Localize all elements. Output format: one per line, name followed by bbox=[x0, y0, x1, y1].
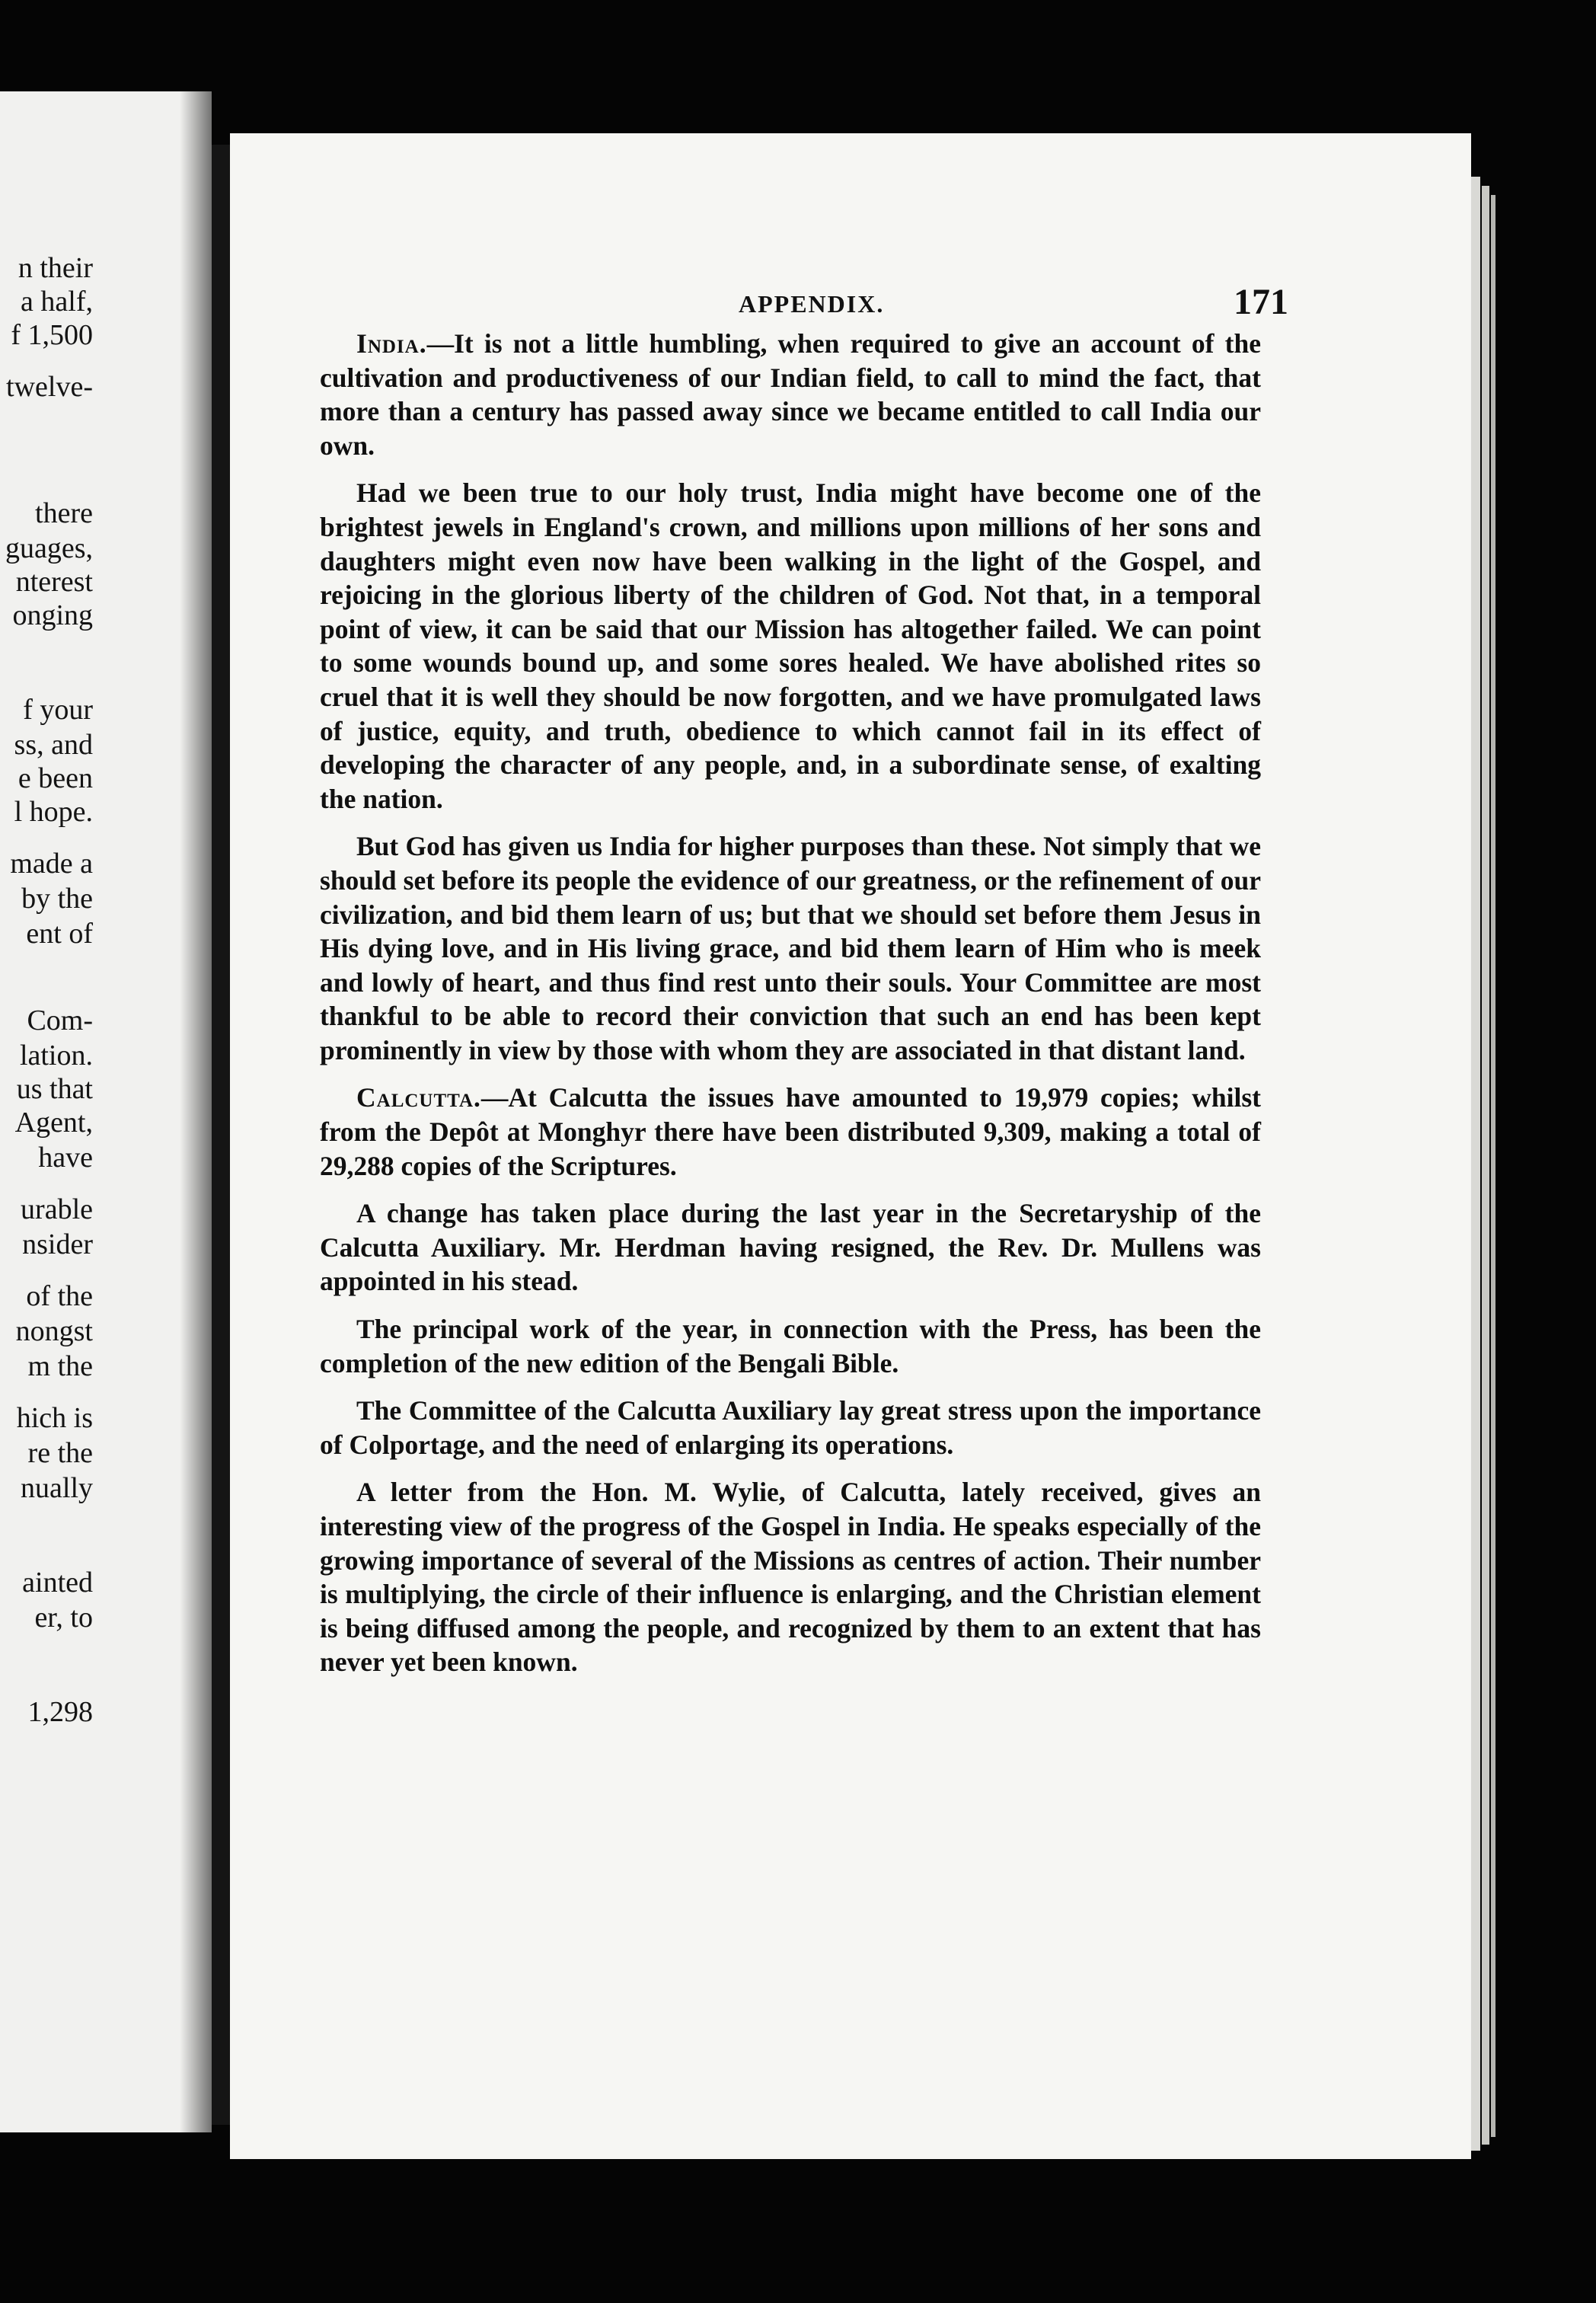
page-number: 171 bbox=[1234, 282, 1288, 322]
left-page-text-fragment: a half, bbox=[21, 286, 93, 318]
left-page-text-fragment: urable bbox=[21, 1193, 93, 1225]
paragraph-text: The Committee of the Calcutta Auxiliary lay great stress upon the importance of Colportage, and the need of enlarging its operations. bbox=[320, 1395, 1261, 1460]
left-page-text-fragment: e been bbox=[18, 762, 93, 794]
left-page-text-fragment: re the bbox=[27, 1437, 93, 1469]
left-page-text-fragment: l hope. bbox=[14, 796, 93, 828]
page-edge bbox=[1470, 177, 1480, 2151]
left-page-text-fragment: made a bbox=[10, 848, 93, 880]
left-page-text-fragment: nually bbox=[21, 1472, 93, 1504]
left-page-text-fragment: ent of bbox=[26, 918, 93, 950]
left-page-text-fragment: n their bbox=[18, 252, 93, 284]
paragraph-text: A change has taken place during the last year in the Secretaryship of the Calcutta Auxiliary. Mr. Herdman having resigned, the Rev. Dr. Mullens was appointed in his stead. bbox=[320, 1198, 1261, 1297]
paragraph-text: —It is not a little humbling, when required to give an account of the cultivation and productiveness of our Indian field, to call to mind the fact, that more than a century has passed away since we became entitled to call India our own. bbox=[320, 328, 1261, 461]
paragraph-india bbox=[320, 327, 1261, 462]
left-page-text-fragment: Agent, bbox=[14, 1107, 93, 1139]
paragraph bbox=[320, 1312, 1261, 1380]
left-page-text-fragment: m the bbox=[27, 1350, 93, 1382]
left-page-text-fragment: have bbox=[38, 1142, 93, 1174]
left-page-text-fragment: by the bbox=[21, 883, 93, 915]
paragraph bbox=[320, 1196, 1261, 1298]
body-text bbox=[320, 327, 1261, 1693]
section-lead: India. bbox=[356, 328, 427, 359]
page-edge bbox=[1482, 186, 1489, 2145]
paragraph-text: A letter from the Hon. M. Wylie, of Calcutta, lately received, gives an interesting view of the progress of the Gospel in India. He speaks especially of the growing importance of several of the Missions as centres of action. Their number is multiplying, the circle of their influence is enlarging, and the Christian element is being diffused among the people, and recognized by them to an extent that has never yet been known. bbox=[320, 1477, 1261, 1678]
left-page-text-fragment: guages, bbox=[5, 532, 93, 564]
left-page-text-fragment: nongst bbox=[15, 1315, 93, 1347]
paragraph-text: Had we been true to our holy trust, India might have become one of the brightest jewels in England's crown, and millions upon millions of her sons and daughters might even now have been walking in the light of the Gospel, and rejoicing in the glorious liberty of the children of God. Not that, in a temporal point of view, it can be said that our Mission has altogether failed. We can point to some wounds bound up, and some sores healed. We have abolished rites so cruel that it is well they should be now forgotten, and we have promulgated laws of justice, equity, and truth, obedience to which cannot fail in its effect of developing the character of any people, and, in a subordinate sense, of exalting the nation. bbox=[320, 478, 1261, 814]
paragraph-text: But God has given us India for higher purposes than these. Not simply that we should set before its people the evidence of our greatness, or the refinement of our civilization, and bid them learn of us; but that we should set before them Jesus in His dying love, and in His living grace, and bid them learn of Him who is meek and lowly of heart, and thus find rest unto their souls. Your Committee are most thankful to be able to record their conviction that such an end has been kept prominently in view by those with whom they are associated in that distant land. bbox=[320, 831, 1261, 1065]
section-lead: Calcutta. bbox=[356, 1082, 481, 1113]
left-page-text-fragment: er, to bbox=[34, 1602, 93, 1634]
page-edge bbox=[1491, 195, 1495, 2137]
paragraph-text: —At Calcutta the issues have amounted to 19,979 copies; whilst from the Depôt at Monghyr there have been distributed 9,309, making a total of 29,288 copies of the Scriptures. bbox=[320, 1082, 1261, 1181]
left-page-text-fragment: nsider bbox=[22, 1228, 93, 1260]
paragraph-calcutta bbox=[320, 1081, 1261, 1183]
left-page-text-fragment: 1,298 bbox=[27, 1696, 93, 1728]
left-page-text-fragment: onging bbox=[12, 599, 93, 631]
running-head: APPENDIX. bbox=[739, 290, 885, 318]
left-page-text-fragment: hich is bbox=[16, 1402, 93, 1434]
left-page-text-fragment: nterest bbox=[15, 566, 93, 598]
left-page-text-fragment: f your bbox=[23, 694, 93, 726]
book-spine bbox=[212, 145, 230, 2125]
gutter-shadow bbox=[180, 91, 213, 2132]
left-page-text-fragment: twelve- bbox=[6, 371, 93, 403]
left-page-text-fragment: ainted bbox=[22, 1567, 93, 1599]
page-header bbox=[230, 281, 1471, 327]
paragraph bbox=[320, 1475, 1261, 1679]
left-page-text-fragment: f 1,500 bbox=[11, 319, 93, 351]
paragraph-text: The principal work of the year, in connection with the Press, has been the completion of the new edition of the Bengali Bible. bbox=[320, 1314, 1261, 1378]
paragraph bbox=[320, 476, 1261, 816]
left-page-text-fragment: us that bbox=[16, 1073, 93, 1105]
left-page-text-fragment: Com- bbox=[27, 1005, 93, 1037]
left-page-text-fragment: lation. bbox=[19, 1040, 93, 1072]
left-page-text-fragment: of the bbox=[26, 1280, 93, 1312]
paragraph bbox=[320, 829, 1261, 1067]
left-page-text-fragment: ss, and bbox=[14, 729, 93, 761]
paragraph bbox=[320, 1394, 1261, 1461]
book-page bbox=[230, 133, 1471, 2159]
left-page-text-fragment: there bbox=[35, 497, 93, 529]
